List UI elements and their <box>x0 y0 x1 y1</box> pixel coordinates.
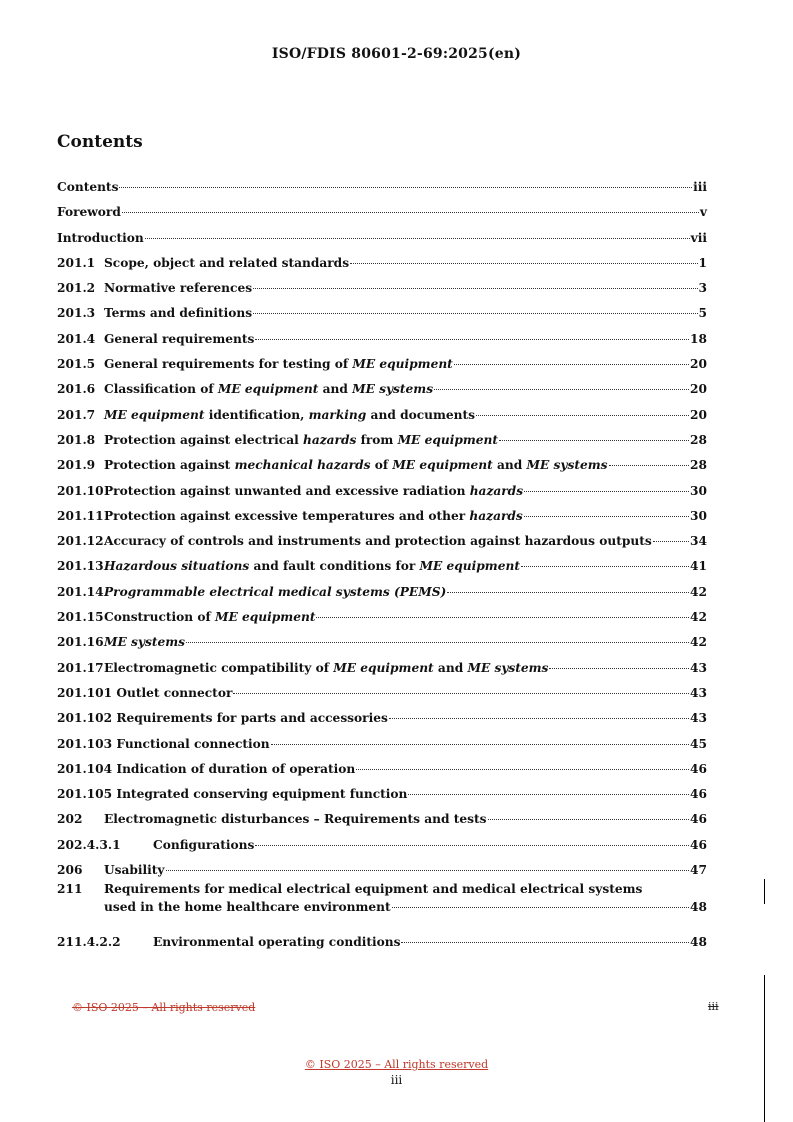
toc-number: 201.7 <box>57 407 96 422</box>
toc-number: 201.13 <box>57 559 104 574</box>
toc-entry-201-12[interactable] <box>57 530 707 555</box>
toc-number: 201.104 <box>57 761 113 776</box>
toc-number: 201.6 <box>57 382 96 397</box>
toc-title: Outlet connector <box>116 685 233 700</box>
toc-title: Contents <box>57 180 119 194</box>
dot-leader <box>166 870 690 871</box>
toc-title: Electromagnetic disturbances – Requirements and tests <box>104 812 487 827</box>
dot-leader <box>316 617 689 618</box>
toc-entry-201-8[interactable] <box>57 429 707 454</box>
toc-title: General requirements <box>104 331 255 346</box>
toc-entry-201-2[interactable] <box>57 277 707 302</box>
toc-page: 20 <box>690 357 707 372</box>
toc-page: 28 <box>690 458 707 473</box>
toc-page: 5 <box>698 306 707 321</box>
toc-title: Hazardous situations and fault conditions for ME equipment <box>104 559 520 574</box>
toc-page: 46 <box>690 837 707 852</box>
toc-number: 201.12 <box>57 534 104 549</box>
deleted-copyright-notice: © ISO 2025 – All rights reserved <box>72 1001 256 1014</box>
toc-number: 201.5 <box>57 357 96 372</box>
dot-leader <box>119 187 692 188</box>
toc-entry-201-101[interactable] <box>57 682 707 707</box>
toc-entry-202[interactable] <box>57 808 707 833</box>
toc-number: 201.17 <box>57 660 104 675</box>
toc-number: 201.9 <box>57 458 96 473</box>
dot-leader <box>524 516 689 517</box>
toc-entry-201-7[interactable] <box>57 404 707 429</box>
dot-leader <box>434 389 689 390</box>
toc-number: 211.4.2.2 <box>57 934 121 949</box>
dot-leader <box>609 465 690 466</box>
toc-entry-201-5[interactable] <box>57 353 707 378</box>
toc-title: Usability <box>104 863 165 878</box>
toc-number: 201.105 <box>57 787 113 802</box>
toc-title-line-2: used in the home healthcare environment <box>104 900 391 915</box>
toc-entry-201-102[interactable] <box>57 707 707 732</box>
dot-leader <box>356 769 689 770</box>
toc-entry-201-13[interactable] <box>57 555 707 580</box>
toc-page: 30 <box>690 508 707 523</box>
toc-title: General requirements for testing of ME equipment <box>104 357 453 372</box>
toc-title: Protection against mechanical hazards of ME equipment and ME systems <box>104 458 608 473</box>
table-of-contents <box>57 176 707 956</box>
toc-page: 43 <box>690 660 707 675</box>
toc-page: 1 <box>698 255 707 270</box>
dot-leader <box>524 491 689 492</box>
toc-number: 202 <box>57 812 83 827</box>
toc-title: Foreword <box>57 205 121 220</box>
dot-leader <box>253 288 697 289</box>
dot-leader <box>447 592 689 593</box>
toc-title: Terms and definitions <box>104 306 253 321</box>
toc-entry-201-103[interactable] <box>57 733 707 758</box>
toc-page: 42 <box>690 584 707 599</box>
toc-page: 43 <box>690 685 707 700</box>
toc-title: Protection against unwanted and excessive radiation hazards <box>104 483 524 498</box>
toc-page: 45 <box>690 736 707 751</box>
toc-entry-206[interactable] <box>57 859 707 884</box>
toc-number: 201.11 <box>57 508 104 523</box>
toc-title: Normative references <box>104 281 253 296</box>
toc-title: Construction of ME equipment <box>104 610 316 625</box>
toc-page: 3 <box>698 281 707 296</box>
toc-number: 201.15 <box>57 610 104 625</box>
document-id-header: ISO/FDIS 80601-2-69:2025(en) <box>271 46 522 62</box>
toc-title: Environmental operating conditions <box>153 934 401 949</box>
toc-page: 28 <box>690 432 707 447</box>
toc-entry-201-16[interactable] <box>57 631 707 656</box>
contents-heading: Contents <box>57 132 143 152</box>
toc-page: 41 <box>690 559 707 574</box>
toc-number: 201.102 <box>57 711 113 726</box>
toc-entry-201-15[interactable] <box>57 606 707 631</box>
dot-leader <box>253 313 697 314</box>
toc-entry-201-10[interactable] <box>57 480 707 505</box>
toc-entry-contents[interactable] <box>57 176 707 201</box>
toc-title: Indication of duration of operation <box>116 761 356 776</box>
dot-leader <box>401 942 689 943</box>
toc-title: Functional connection <box>116 736 270 751</box>
toc-entry-211[interactable] <box>57 884 707 929</box>
toc-page: 48 <box>690 900 707 915</box>
dot-leader <box>476 415 689 416</box>
copyright-notice: © ISO 2025 – All rights reserved <box>304 1058 489 1071</box>
toc-page: 42 <box>690 635 707 650</box>
toc-page: 46 <box>690 787 707 802</box>
toc-entry-202-4-3-1[interactable] <box>57 834 707 859</box>
toc-title: ME equipment identification, marking and documents <box>104 407 476 422</box>
toc-page: 47 <box>690 863 707 878</box>
dot-leader <box>454 364 689 365</box>
dot-leader <box>499 440 689 441</box>
toc-number: 201.8 <box>57 432 96 447</box>
toc-number: 201.4 <box>57 331 96 346</box>
dot-leader <box>549 668 689 669</box>
toc-page: 43 <box>690 711 707 726</box>
toc-entry-201-17[interactable] <box>57 657 707 682</box>
toc-entry-201-3[interactable] <box>57 302 707 327</box>
toc-entry-201-11[interactable] <box>57 505 707 530</box>
dot-leader <box>653 541 689 542</box>
toc-title: Protection against electrical hazards from ME equipment <box>104 432 499 447</box>
toc-number: 202.4.3.1 <box>57 837 121 852</box>
toc-title: ME systems <box>104 635 185 650</box>
toc-page: 34 <box>690 534 707 549</box>
toc-title: Programmable electrical medical systems (PEMS) <box>104 584 447 599</box>
toc-title: Electromagnetic compatibility of ME equipment and ME systems <box>104 660 549 675</box>
toc-number: 206 <box>57 863 83 878</box>
dot-leader <box>122 212 699 213</box>
dot-leader <box>186 642 689 643</box>
toc-title: Integrated conserving equipment function <box>116 787 408 802</box>
toc-page: 46 <box>690 812 707 827</box>
dot-leader <box>145 238 690 239</box>
toc-page: 20 <box>690 407 707 422</box>
toc-number: 211 <box>57 882 83 897</box>
toc-number: 201.2 <box>57 281 96 296</box>
toc-number: 201.16 <box>57 635 104 650</box>
dot-leader <box>488 819 690 820</box>
page-number: iii <box>390 1073 403 1087</box>
dot-leader <box>350 263 697 264</box>
revision-change-bar <box>764 975 765 1122</box>
toc-entry-201-4[interactable] <box>57 328 707 353</box>
deleted-page-number: iii <box>708 1000 719 1013</box>
dot-leader <box>271 744 689 745</box>
dot-leader <box>389 718 689 719</box>
toc-entry-foreword[interactable] <box>57 201 707 226</box>
toc-entry-201-14[interactable] <box>57 581 707 606</box>
toc-title: Scope, object and related standards <box>104 255 350 270</box>
toc-title-line-1: Requirements for medical electrical equipment and medical electrical systems <box>104 882 643 897</box>
toc-title: Classification of ME equipment and ME systems <box>104 382 434 397</box>
toc-title: Configurations <box>153 837 255 852</box>
toc-number: 201.14 <box>57 584 104 599</box>
toc-page: 30 <box>690 483 707 498</box>
dot-leader <box>392 907 689 908</box>
dot-leader <box>408 794 689 795</box>
toc-entry-introduction[interactable] <box>57 227 707 252</box>
toc-page: 18 <box>690 331 707 346</box>
toc-number: 201.103 <box>57 736 113 751</box>
toc-title: Requirements for parts and accessories <box>116 711 388 726</box>
toc-entry-201-104[interactable] <box>57 758 707 783</box>
toc-page: 48 <box>690 934 707 949</box>
toc-page: 42 <box>690 610 707 625</box>
toc-page: iii <box>693 180 707 194</box>
toc-page: 20 <box>690 382 707 397</box>
toc-entry-201-105[interactable] <box>57 783 707 808</box>
toc-entry-201-6[interactable] <box>57 378 707 403</box>
toc-title: Accuracy of controls and instruments and protection against hazardous outputs <box>104 534 652 549</box>
toc-number: 201.101 <box>57 685 113 700</box>
toc-number: 201.3 <box>57 306 96 321</box>
toc-page: 46 <box>690 761 707 776</box>
toc-number: 201.1 <box>57 255 96 270</box>
toc-page: vii <box>690 230 707 245</box>
toc-title: Introduction <box>57 230 144 245</box>
dot-leader <box>233 693 689 694</box>
toc-entry-201-9[interactable] <box>57 454 707 479</box>
dot-leader <box>255 845 689 846</box>
revision-change-bar <box>764 879 765 904</box>
toc-entry-211-4-2-2[interactable] <box>57 931 707 956</box>
toc-page: v <box>699 205 707 220</box>
dot-leader <box>521 566 689 567</box>
dot-leader <box>255 339 689 340</box>
toc-entry-201-1[interactable] <box>57 252 707 277</box>
toc-number: 201.10 <box>57 483 104 498</box>
toc-title: Protection against excessive temperatures and other hazards <box>104 508 523 523</box>
